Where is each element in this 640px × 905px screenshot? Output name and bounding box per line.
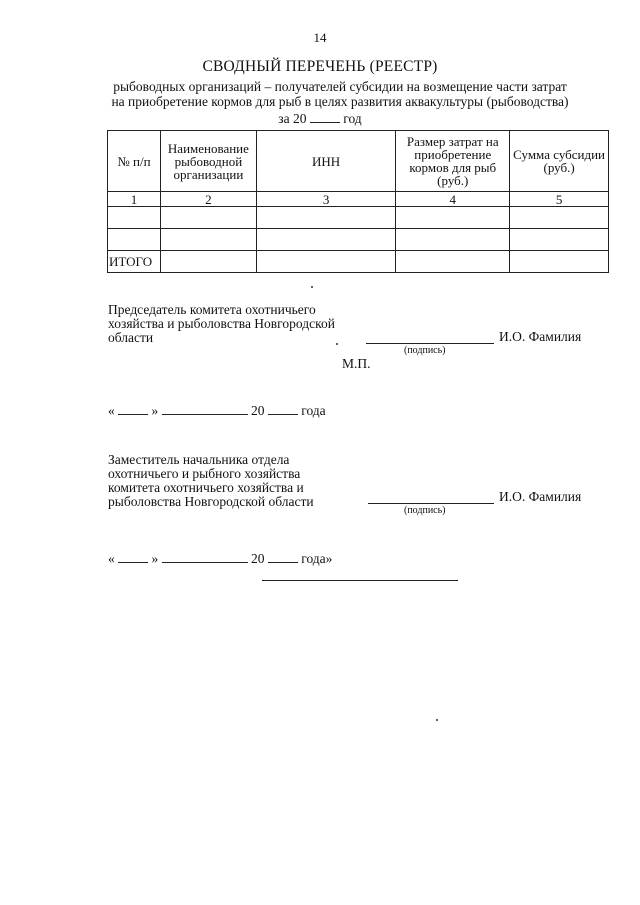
header-subsidy: Сумма субсидии (руб.)	[510, 131, 609, 192]
period-prefix: за 20	[278, 111, 307, 126]
column-number-row	[108, 192, 609, 207]
document-subtitle	[70, 79, 610, 109]
table-cell	[108, 229, 161, 251]
table-cell	[256, 251, 395, 273]
scan-speck	[311, 286, 313, 288]
table-cell	[256, 229, 395, 251]
year-blank	[268, 550, 298, 563]
date-suffix: года»	[301, 551, 333, 566]
close-quote: »	[151, 551, 159, 566]
table-cell	[396, 207, 510, 229]
column-number: 2	[160, 192, 256, 207]
header-organization: Наименование рыбоводной организации	[160, 131, 256, 192]
table-cell	[510, 207, 609, 229]
signature-line-1	[366, 343, 494, 344]
year-blank	[310, 110, 340, 123]
signatory-1-position	[108, 303, 368, 345]
period-suffix: год	[343, 111, 362, 126]
month-blank	[162, 402, 248, 415]
position-line: хозяйства и рыболовства Новгородской	[108, 316, 335, 331]
table-cell	[256, 207, 395, 229]
day-blank	[118, 402, 148, 415]
column-number: 5	[510, 192, 609, 207]
year-prefix: 20	[251, 551, 265, 566]
table-cell	[396, 229, 510, 251]
table-row	[108, 207, 609, 229]
registry-table	[107, 130, 609, 273]
scan-speck	[436, 719, 438, 721]
date-suffix: года	[301, 403, 326, 418]
date-line-2	[108, 550, 332, 567]
close-quote: »	[151, 403, 159, 418]
year-prefix: 20	[251, 403, 265, 418]
page-number: 14	[313, 30, 327, 45]
signatory-2-name: И.О. Фамилия	[499, 489, 582, 504]
table-row	[108, 229, 609, 251]
table-header-row	[108, 131, 609, 192]
date-line-1	[108, 402, 326, 419]
document-title: СВОДНЫЙ ПЕРЕЧЕНЬ (РЕЕСТР)	[202, 58, 438, 75]
header-number: № п/п	[108, 131, 161, 192]
table-cell	[510, 251, 609, 273]
open-quote: «	[108, 403, 115, 418]
signature-caption-2: (подпись)	[404, 505, 446, 516]
scan-speck	[336, 343, 338, 345]
position-line: охотничьего и рыбного хозяйства	[108, 466, 301, 481]
month-blank	[162, 550, 248, 563]
header-inn: ИНН	[256, 131, 395, 192]
year-blank	[268, 402, 298, 415]
table-cell	[108, 207, 161, 229]
seal-mark: М.П.	[342, 356, 371, 371]
signature-caption-1: (подпись)	[404, 345, 446, 356]
column-number: 4	[396, 192, 510, 207]
subtitle-line-2: на приобретение кормов для рыб в целях развития аквакультуры (рыбоводства)	[111, 94, 569, 109]
signature-line-2	[368, 503, 494, 504]
table-cell	[160, 251, 256, 273]
position-line: Заместитель начальника отдела	[108, 452, 290, 467]
table-cell	[510, 229, 609, 251]
signatory-1-name: И.О. Фамилия	[499, 329, 582, 344]
column-number: 1	[108, 192, 161, 207]
open-quote: «	[108, 551, 115, 566]
table-cell	[160, 229, 256, 251]
position-line: комитета охотничьего хозяйства и	[108, 480, 304, 495]
column-number: 3	[256, 192, 395, 207]
day-blank	[118, 550, 148, 563]
period-line	[0, 110, 640, 127]
position-line: области	[108, 330, 154, 345]
subtitle-line-1: рыбоводных организаций – получателей субсидии на возмещение части затрат	[113, 79, 567, 94]
table-cell	[160, 207, 256, 229]
signatory-2-position	[108, 453, 368, 509]
position-line: Председатель комитета охотничьего	[108, 302, 316, 317]
total-label: ИТОГО	[108, 251, 161, 273]
total-row	[108, 251, 609, 273]
header-costs: Размер затрат на приобретение кормов для рыб (руб.)	[396, 131, 510, 192]
closing-rule	[262, 580, 458, 581]
position-line: рыболовства Новгородской области	[108, 494, 314, 509]
table-cell	[396, 251, 510, 273]
